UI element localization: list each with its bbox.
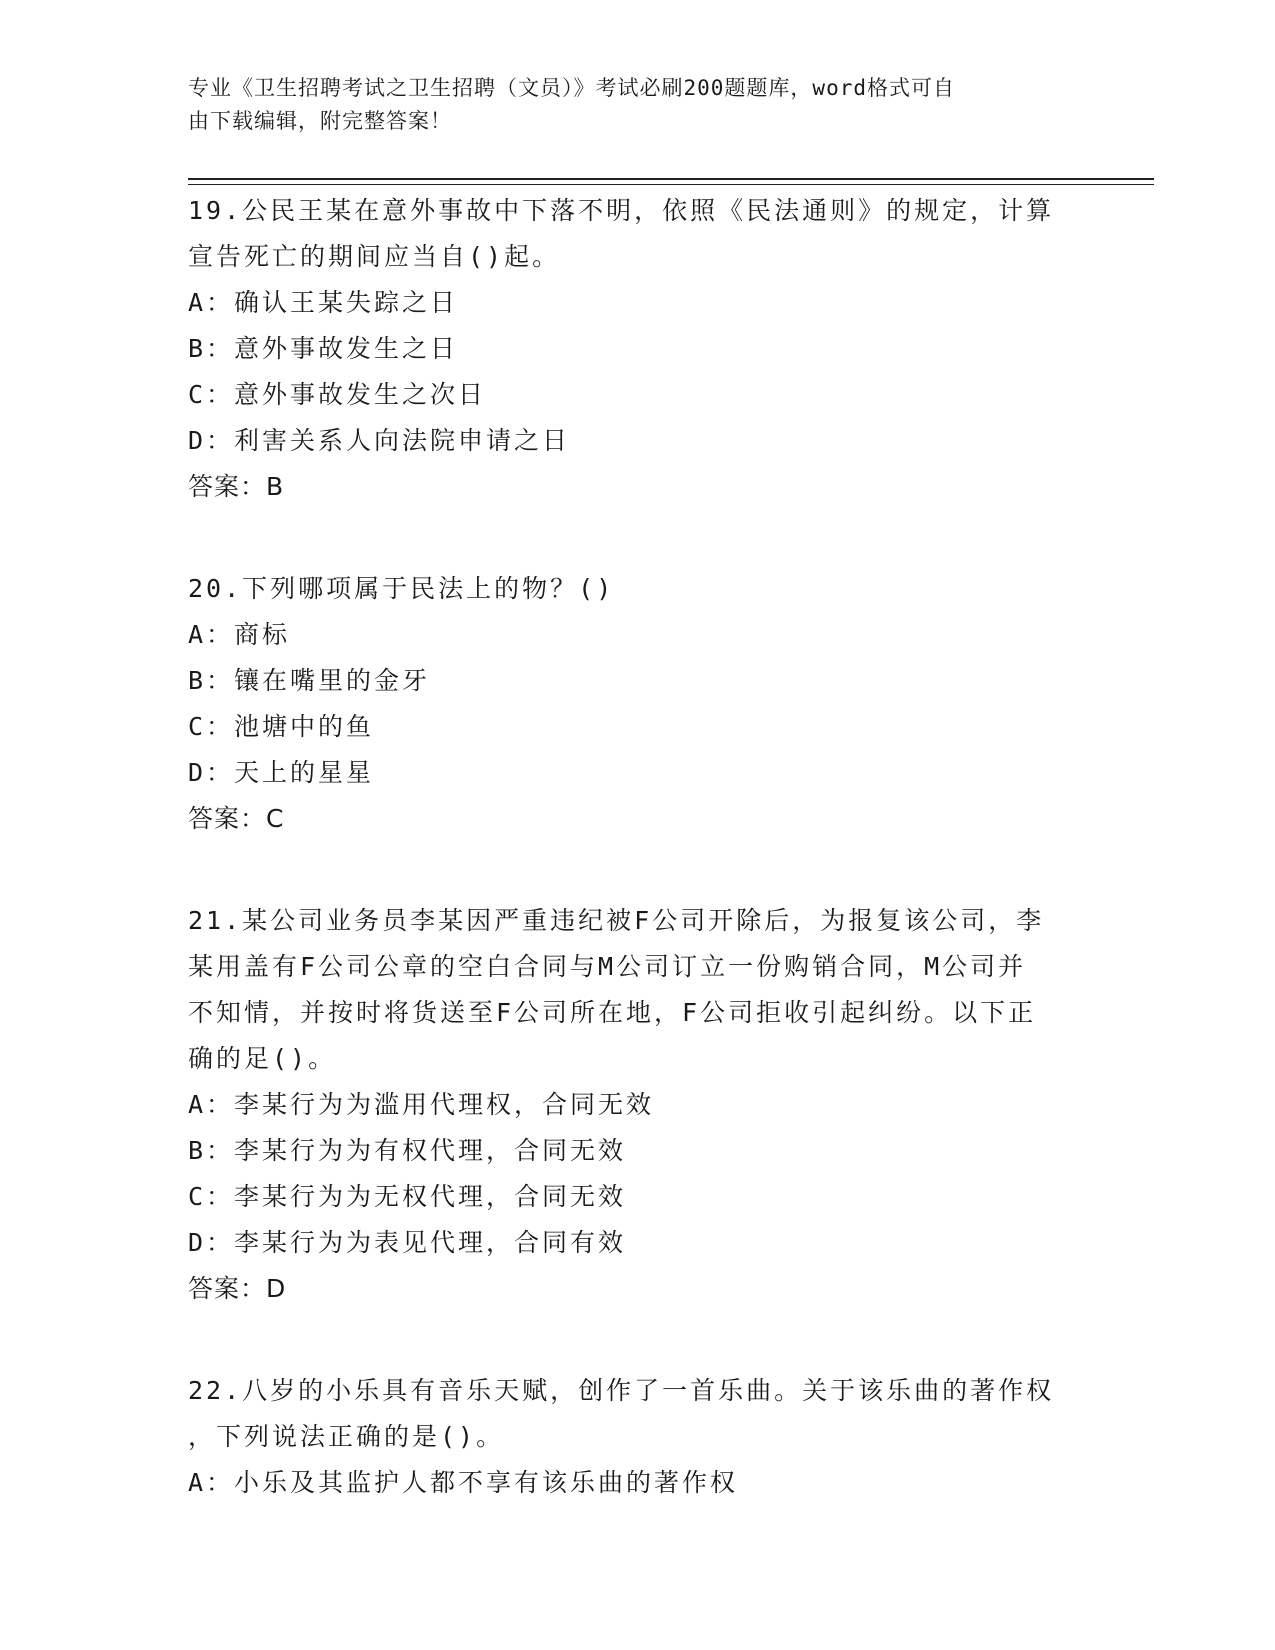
- option-b: B：镶在嘴里的金牙: [188, 666, 431, 695]
- option-c: C：池塘中的鱼: [188, 712, 375, 741]
- option-a: A：确认王某失踪之日: [188, 288, 459, 317]
- answer-text: 答案：C: [188, 804, 285, 833]
- question-22: [188, 1368, 1088, 1506]
- question-stem: 21.某公司业务员李某因严重违纪被F公司开除后，为报复该公司，李: [188, 906, 1045, 935]
- option-c: C：李某行为为无权代理，合同无效: [188, 1182, 627, 1211]
- answer-text: 答案：B: [188, 472, 285, 501]
- question-stem: 20.下列哪项属于民法上的物？(): [188, 574, 615, 603]
- header-line-1: 专业《卫生招聘考试之卫生招聘（文员）》考试必刷200题题库，word格式可自: [188, 76, 955, 100]
- question-stem: 不知情，并按时将货送至F公司所在地，F公司拒收引起纠纷。以下正: [188, 998, 1037, 1027]
- option-b: B：意外事故发生之日: [188, 334, 459, 363]
- option-d: D：天上的星星: [188, 758, 375, 787]
- option-b: B：李某行为为有权代理，合同无效: [188, 1136, 627, 1165]
- header-line-2: 由下载编辑，附完整答案！: [188, 109, 452, 133]
- document-header: [188, 72, 1068, 138]
- question-stem: ，下列说法正确的是()。: [188, 1422, 505, 1451]
- option-d: D：利害关系人向法院申请之日: [188, 426, 571, 455]
- option-c: C：意外事故发生之次日: [188, 380, 487, 409]
- question-21: [188, 898, 1088, 1312]
- question-stem: 确的足()。: [188, 1044, 337, 1073]
- answer-text: 答案：D: [188, 1274, 287, 1303]
- question-stem: 宣告死亡的期间应当自()起。: [188, 242, 561, 271]
- question-list: [188, 188, 1088, 1562]
- option-a: A：商标: [188, 620, 291, 649]
- option-a: A：小乐及其监护人都不享有该乐曲的著作权: [188, 1468, 739, 1497]
- option-a: A：李某行为为滥用代理权，合同无效: [188, 1090, 655, 1119]
- header-divider-thick: [188, 178, 1154, 180]
- option-d: D：李某行为为表见代理，合同有效: [188, 1228, 627, 1257]
- question-stem: 22.八岁的小乐具有音乐天赋，创作了一首乐曲。关于该乐曲的著作权: [188, 1376, 1055, 1405]
- header-divider-thin: [188, 184, 1154, 185]
- question-stem: 某用盖有F公司公章的空白合同与M公司订立一份购销合同，M公司并: [188, 952, 1027, 981]
- question-stem: 19.公民王某在意外事故中下落不明，依照《民法通则》的规定，计算: [188, 196, 1055, 225]
- question-20: [188, 566, 1088, 842]
- question-19: [188, 188, 1088, 510]
